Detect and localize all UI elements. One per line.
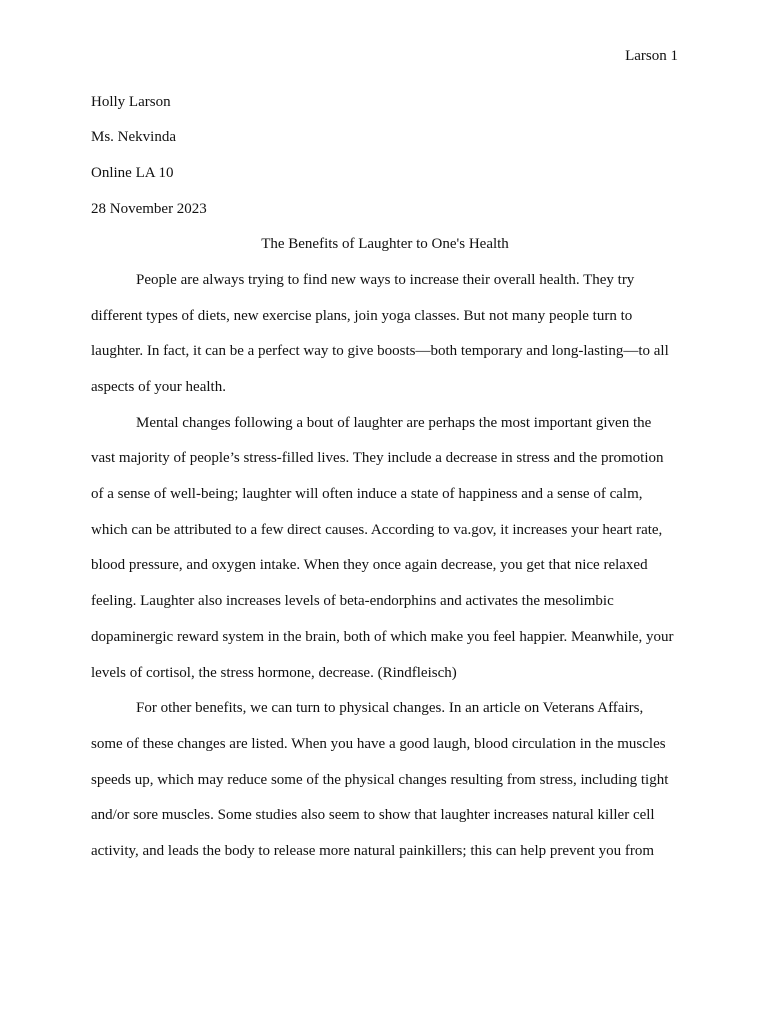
paragraph-line: different types of diets, new exercise plans, join yoga classes. But not many people turn to [91, 307, 633, 324]
paragraph-line: laughter. In fact, it can be a perfect way to give boosts—both temporary and long-lasting—to all [91, 343, 669, 360]
paragraph-line: and/or sore muscles. Some studies also seem to show that laughter increases natural killer cell [91, 807, 655, 824]
paragraph-line: of a sense of well-being; laughter will often induce a state of happiness and a sense of calm, [91, 486, 643, 503]
paragraph-mental-changes [91, 406, 679, 692]
paragraph-line: People are always trying to find new ways to increase their overall health. They try [136, 271, 635, 288]
paragraph-line: vast majority of people’s stress-filled lives. They include a decrease in stress and the promotion [91, 450, 664, 467]
paragraph-line: levels of cortisol, the stress hormone, decrease. (Rindfleisch) [91, 664, 457, 681]
page-header-number: Larson 1 [625, 48, 678, 64]
paragraph-line: feeling. Laughter also increases levels of beta-endorphins and activates the mesolimbic [91, 593, 614, 610]
paragraph-line: which can be attributed to a few direct causes. According to va.gov, it increases your heart rate, [91, 521, 663, 538]
document-body [91, 85, 679, 870]
instructor-name: Ms. Nekvinda [91, 129, 176, 146]
paragraph-line: some of these changes are listed. When you have a good laugh, blood circulation in the muscles [91, 735, 666, 752]
paragraph-line: speeds up, which may reduce some of the physical changes resulting from stress, including tight [91, 771, 669, 788]
essay-title: The Benefits of Laughter to One's Health [261, 236, 509, 253]
paragraph-physical-changes [91, 691, 679, 869]
essay-date: 28 November 2023 [91, 200, 207, 217]
paragraph-intro [91, 263, 679, 406]
paragraph-line: aspects of your health. [91, 379, 226, 395]
paragraph-line: activity, and leads the body to release more natural painkillers; this can help prevent you from [91, 842, 655, 859]
paragraph-line: For other benefits, we can turn to physical changes. In an article on Veterans Affairs, [136, 700, 644, 717]
paragraph-line: Mental changes following a bout of laughter are perhaps the most important given the [136, 414, 652, 431]
course-name: Online LA 10 [91, 164, 174, 181]
paragraph-line: dopaminergic reward system in the brain, both of which make you feel happier. Meanwhile, your [91, 628, 674, 645]
author-name: Holly Larson [91, 93, 171, 110]
paragraph-line: blood pressure, and oxygen intake. When they once again decrease, you get that nice relaxed [91, 557, 648, 574]
